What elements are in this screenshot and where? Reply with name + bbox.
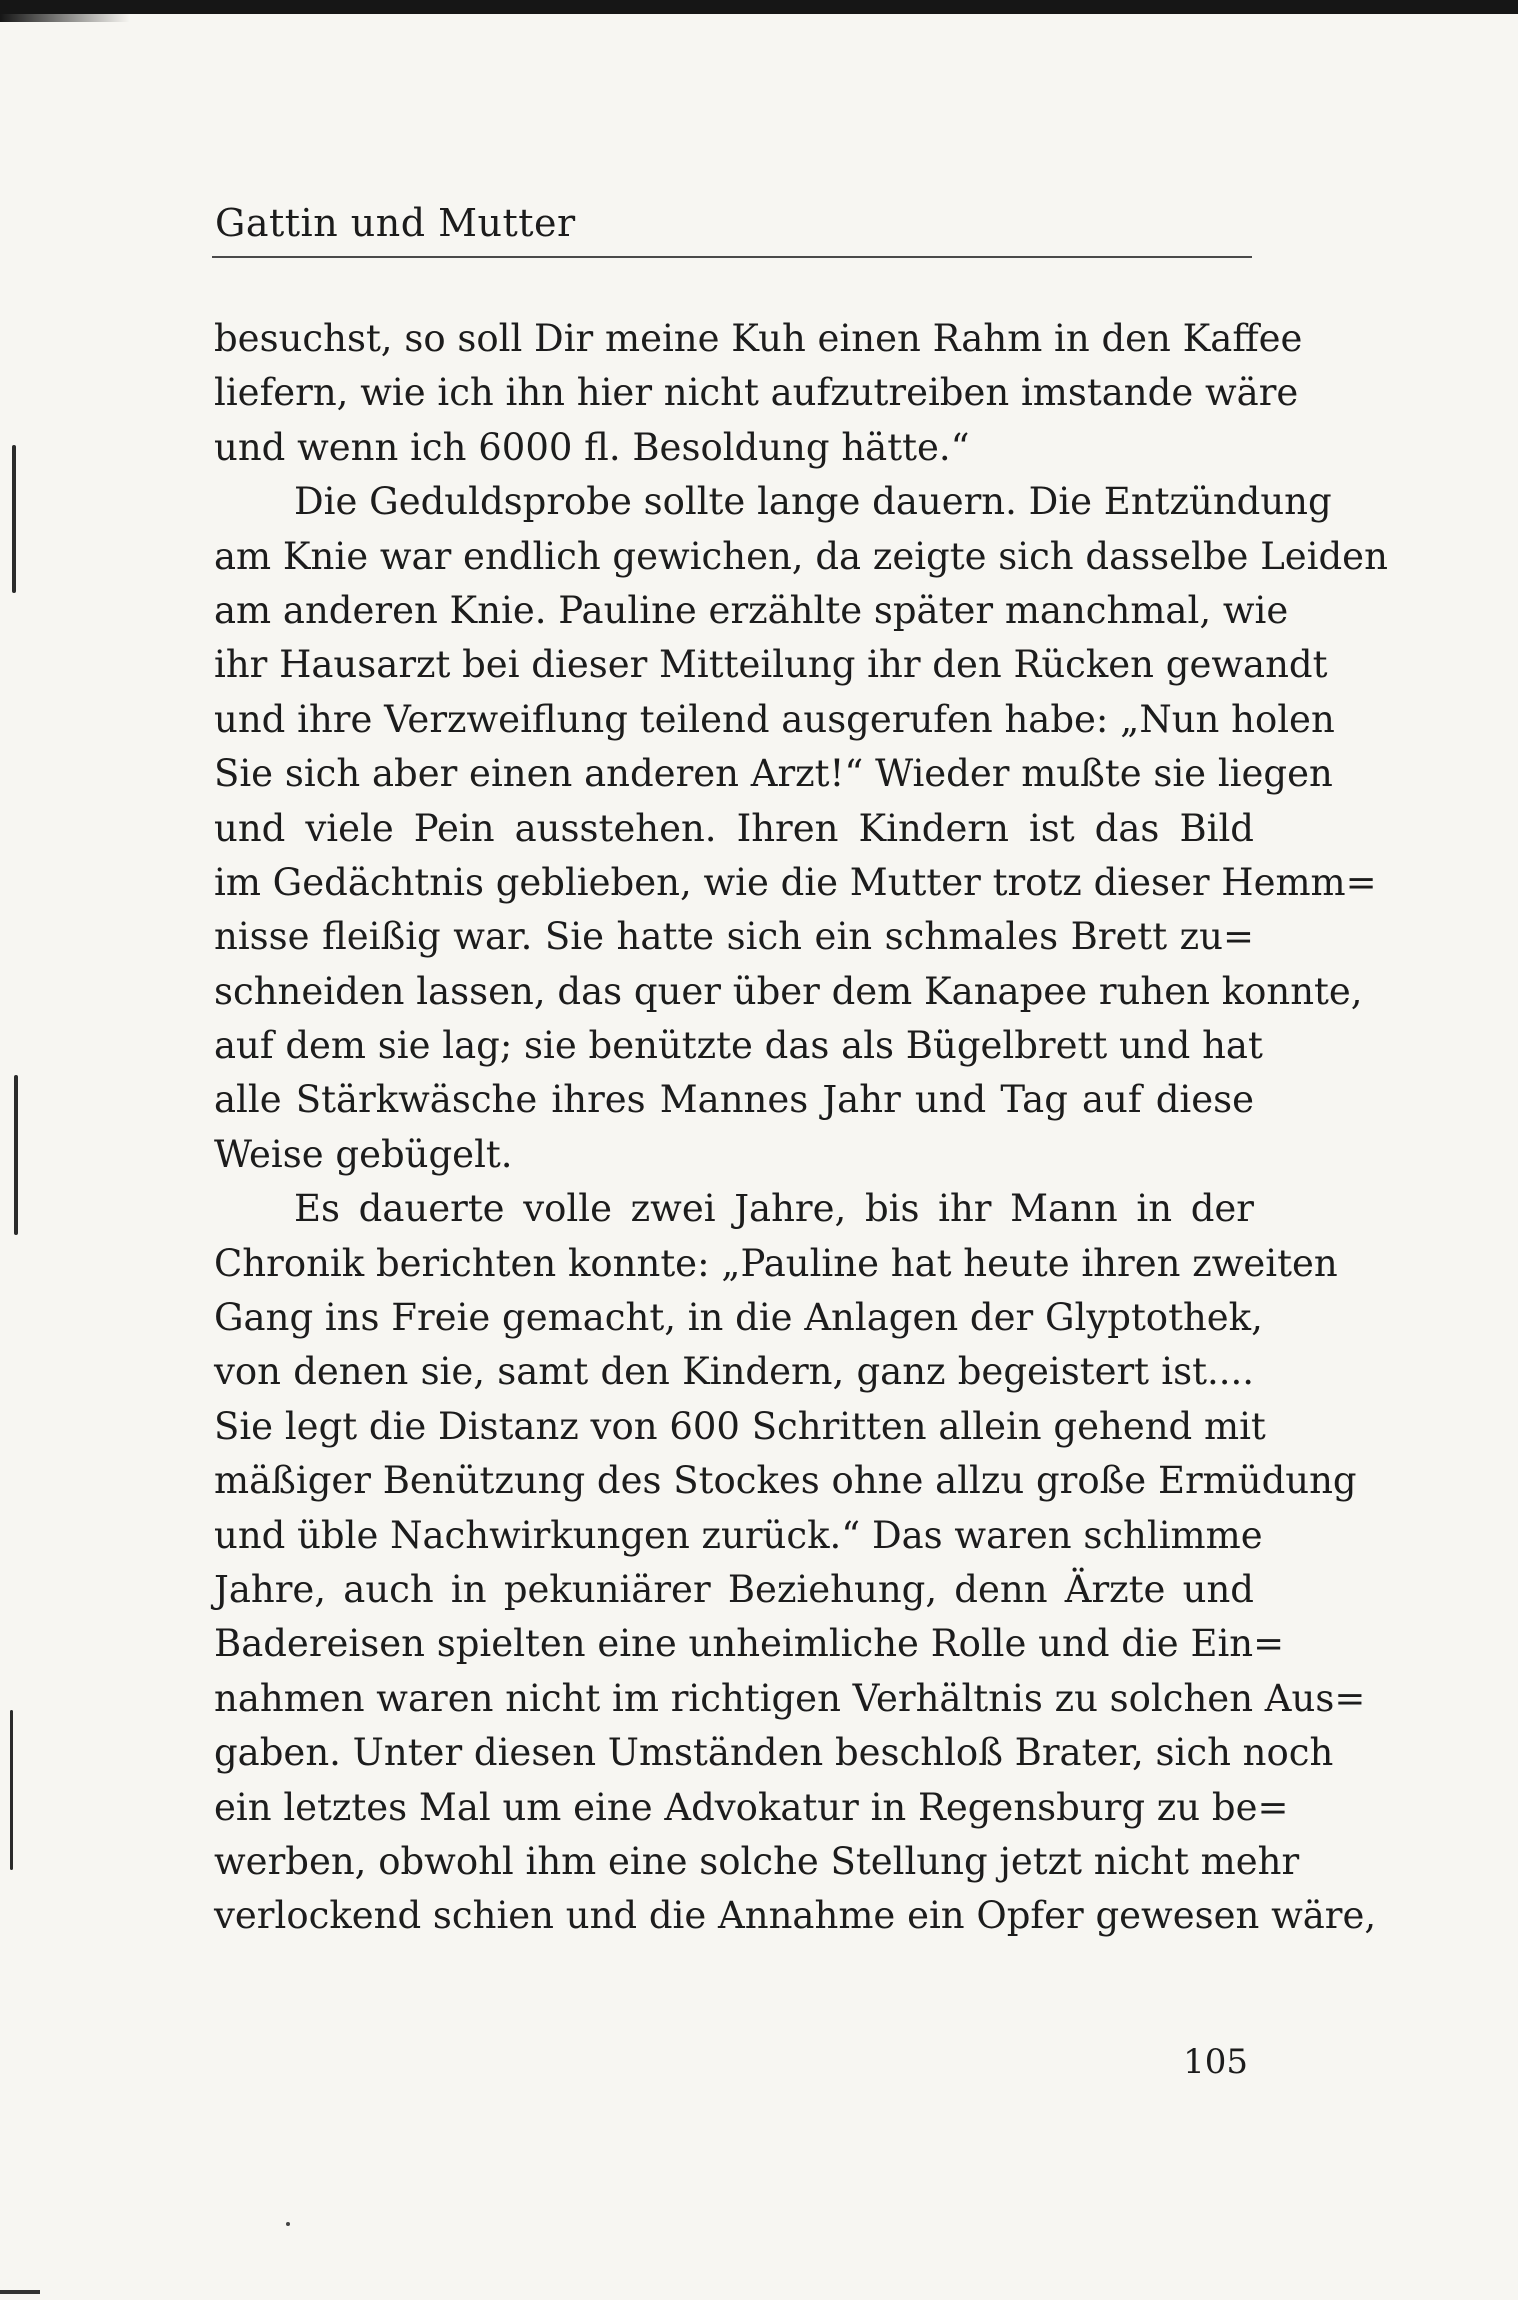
text-line: Badereisen spielten eine unheimliche Rolle und die Ein= bbox=[214, 1622, 1285, 1666]
margin-scan-mark bbox=[12, 445, 16, 593]
margin-scan-mark bbox=[10, 1710, 13, 1870]
text-line: und wenn ich 6000 fl. Besoldung hätte.“ bbox=[214, 425, 970, 469]
margin-scan-mark bbox=[14, 1075, 18, 1235]
text-line: mäßiger Benützung des Stockes ohne allzu große Ermüdung bbox=[214, 1459, 1357, 1503]
text-line: Sie sich aber einen anderen Arzt!“ Wieder mußte sie liegen bbox=[214, 752, 1333, 796]
top-page-edge-shadow bbox=[0, 0, 1518, 14]
text-line: Sie legt die Distanz von 600 Schritten allein gehend mit bbox=[214, 1404, 1266, 1448]
text-line: Jahre, auch in pekuniärer Beziehung, denn Ärzte und bbox=[214, 1567, 1254, 1611]
text-line: am anderen Knie. Pauline erzählte später manchmal, wie bbox=[214, 588, 1289, 632]
text-line: nisse fleißig war. Sie hatte sich ein schmales Brett zu= bbox=[214, 915, 1254, 959]
top-page-edge-shadow-tail bbox=[0, 14, 130, 22]
text-line: und üble Nachwirkungen zurück.“ Das waren schlimme bbox=[214, 1513, 1263, 1557]
text-line: liefern, wie ich ihn hier nicht aufzutreiben imstande wäre bbox=[214, 371, 1299, 415]
running-head: Gattin und Mutter bbox=[215, 201, 576, 245]
text-line: und viele Pein ausstehen. Ihren Kindern ist das Bild bbox=[214, 806, 1254, 850]
text-line: ein letztes Mal um eine Advokatur in Regensburg zu be= bbox=[214, 1785, 1289, 1829]
text-line: von denen sie, samt den Kindern, ganz begeistert ist.... bbox=[214, 1350, 1254, 1394]
bottom-scan-mark bbox=[0, 2290, 40, 2294]
text-line: Die Geduldsprobe sollte lange dauern. Die Entzündung bbox=[294, 480, 1332, 524]
text-line: Weise gebügelt. bbox=[214, 1132, 513, 1176]
page-number: 105 bbox=[1183, 2042, 1248, 2082]
text-line: alle Stärkwäsche ihres Mannes Jahr und Tag auf diese bbox=[214, 1078, 1254, 1122]
text-line: Es dauerte volle zwei Jahre, bis ihr Mann in der bbox=[294, 1187, 1254, 1231]
text-line: Gang ins Freie gemacht, in die Anlagen der Glyptothek, bbox=[214, 1296, 1263, 1340]
text-line: schneiden lassen, das quer über dem Kanapee ruhen konnte, bbox=[214, 969, 1363, 1013]
text-line: auf dem sie lag; sie benützte das als Bügelbrett und hat bbox=[214, 1024, 1263, 1068]
body-text bbox=[214, 312, 1388, 1944]
text-line: und ihre Verzweiflung teilend ausgerufen habe: „Nun holen bbox=[214, 697, 1335, 741]
text-line: am Knie war endlich gewichen, da zeigte sich dasselbe Leiden bbox=[214, 534, 1388, 578]
margin-scan-dot bbox=[286, 2222, 290, 2226]
text-line: ihr Hausarzt bei dieser Mitteilung ihr den Rücken gewandt bbox=[214, 643, 1328, 687]
text-line: im Gedächtnis geblieben, wie die Mutter trotz dieser Hemm= bbox=[214, 860, 1377, 904]
text-line: werben, obwohl ihm eine solche Stellung jetzt nicht mehr bbox=[214, 1839, 1300, 1883]
text-line: Chronik berichten konnte: „Pauline hat heute ihren zweiten bbox=[214, 1241, 1338, 1285]
text-line: besuchst, so soll Dir meine Kuh einen Rahm in den Kaffee bbox=[214, 317, 1303, 360]
text-line: gaben. Unter diesen Umständen beschloß Brater, sich noch bbox=[214, 1731, 1334, 1775]
text-line: nahmen waren nicht im richtigen Verhältnis zu solchen Aus= bbox=[214, 1676, 1366, 1720]
text-line: verlockend schien und die Annahme ein Opfer gewesen wäre, bbox=[214, 1894, 1377, 1938]
header-rule bbox=[212, 256, 1252, 258]
